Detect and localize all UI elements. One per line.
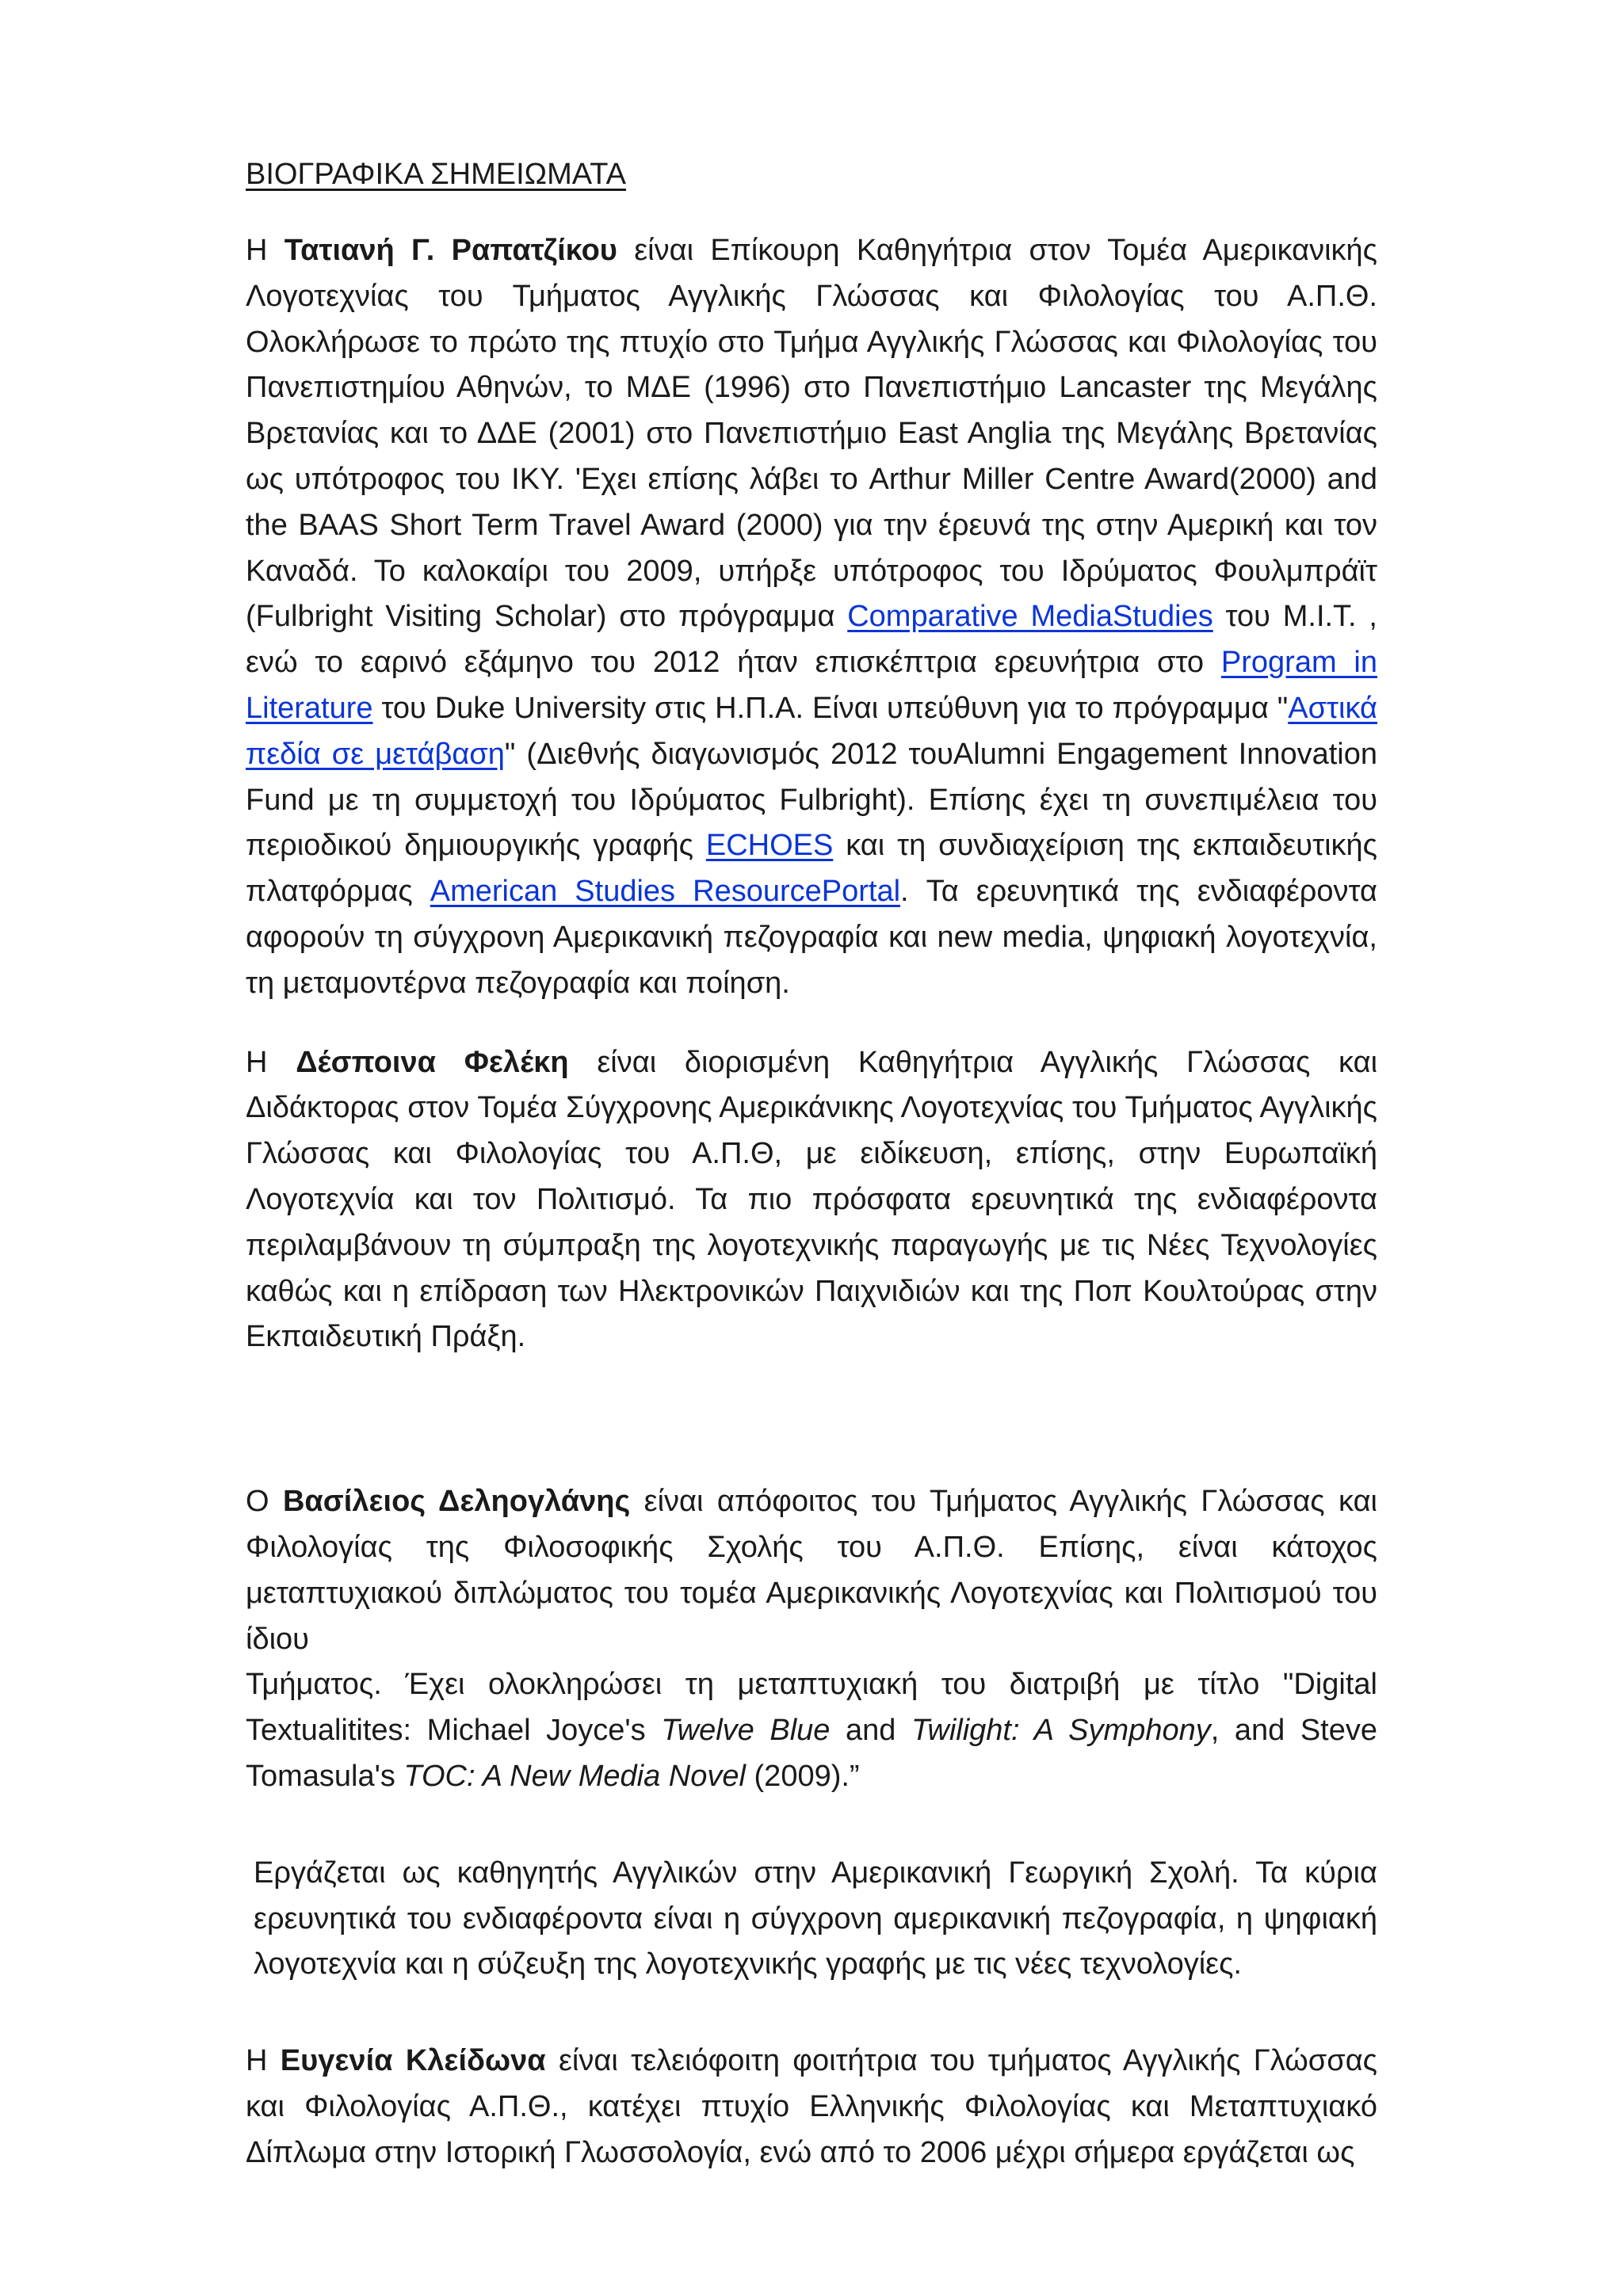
- bio-deliogklanis-work: Εργάζεται ως καθηγητής Αγγλικών στην Αμερικανική Γεωργική Σχολή. Τα κύρια ερευνητικά του ενδιαφέροντα είναι η σύγχρονη αμερικανική πεζογραφία, η ψηφιακή λογοτεχνία και η σύζευξη της λογοτεχνικής γραφής με τις νέες τεχνολογίες.: [254, 1855, 1377, 1981]
- bio-text: του M.I.T. , ενώ το εαρινό εξάμηνο του 2012 ήταν επισκέπτρια ερευνήτρια στο: [246, 600, 1377, 680]
- bio-text: του Duke University στις Η.Π.Α. Είναι υπεύθυνη για το πρόγραμμα ": [372, 691, 1289, 725]
- bio-prefix: Ο: [246, 1485, 283, 1519]
- bio-text: Τμήματος. Έχει ολοκληρώσει τη μεταπτυχιακή του διατριβή με τίτλο "Digital Textualitites: Michael Joyce's: [246, 1668, 1377, 1748]
- bio-text: " (Διεθνής διαγωνισμός 2012 τουAlumni Engagement Innovation Fund με τη συμμετοχή του Ιδρύματος Fulbright). Επίσης έχει τη συνεπιμέλεια του περιοδικού δημιουργικής γραφής: [246, 737, 1377, 863]
- work-title: TOC: A New Media Novel: [403, 1759, 746, 1793]
- bio-kleidona: [246, 2039, 1377, 2176]
- work-title: Twilight: A Symphony: [911, 1714, 1211, 1748]
- bio-feleki: [246, 1040, 1377, 1361]
- bio-text: και τη συνδιαχείριση της εκπαιδευτικής πλατφόρμας: [246, 829, 1377, 909]
- bio-name: Βασίλειος Δεληογλάνης: [282, 1485, 631, 1519]
- bio-text: είναι τελειόφοιτη φοιτήτρια του τμήματος Αγγλικής Γλώσσας και Φιλολογίας Α.Π.Θ., κατέχει πτυχίο Ελληνικής Φιλολογίας και Μεταπτυχιακό Δίπλωμα στην Ιστορική Γλωσσολογία, ενώ από το 2006 μέχρι σήμερα εργάζεται ως: [246, 2044, 1377, 2169]
- document-page: [246, 143, 1377, 2209]
- bio-text: είναι διορισμένη Καθηγήτρια Αγγλικής Γλώσσας και Διδάκτορας στον Τομέα Σύγχρονης Αμερικάνικης Λογοτεχνίας του Τμήματος Αγγλικής Γλώσσας και Φιλολογίας του Α.Π.Θ, με ειδίκευση, επίσης, στην Ευρωπαϊκή Λογοτεχνία και τον Πολιτισμό. Τα πιο πρόσφατα ερευνητικά της ενδιαφέροντα περιλαμβάνουν τη σύμπραξη της λογοτεχνικής παραγωγής με τις Νέες Τεχνολογίες καθώς και η επίδραση των Ηλεκτρονικών Παιχνιδιών και της Ποπ Κουλτούρας στην Εκπαιδευτική Πράξη.: [246, 1045, 1378, 1354]
- bio-text: . Τα ερευνητικά της ενδιαφέροντα αφορούν τη σύγχρονη Αμερικανική πεζογραφία και new media, ψηφιακή λογοτεχνία, τη μεταμοντέρνα πεζογραφία και ποίηση.: [246, 875, 1377, 1000]
- link-echoes[interactable]: ECHOES: [705, 829, 834, 863]
- link-american-studies-resource-portal[interactable]: American Studies ResourcePortal: [430, 875, 901, 909]
- bio-deliogklanis-thesis: [246, 1662, 1377, 1799]
- bio-name: Τατιανή Γ. Ραπατζίκου: [284, 234, 617, 267]
- bio-prefix: Η: [246, 2044, 281, 2078]
- bio-prefix: Η: [246, 1045, 296, 1079]
- bio-text: είναι Επίκουρη Καθηγήτρια στον Τομέα Αμερικανικής Λογοτεχνίας του Τμήματος Αγγλικής Γλώσσας και Φιλολογίας του Α.Π.Θ. Ολοκλήρωσε το πρώτο της πτυχίο στο Τμήμα Αγγλικής Γλώσσας και Φιλολογίας του Πανεπιστημίου Αθηνών, το ΜΔΕ (1996) στο Πανεπιστήμιο Lancaster της Μεγάλης Βρετανίας και το ΔΔΕ (2001) στο Πανεπιστήμιο East Anglia της Μεγάλης Βρετανίας ως υπότροφος του ΙΚΥ. 'Εχει επίσης λάβει το Arthur Miller Centre Award(2000) and the BAAS Short Term Travel Award (2000) για την έρευνά της στην Αμερική και τον Καναδά. Το καλοκαίρι του 2009, υπήρξε υπότροφος του Ιδρύματος Φουλμπράϊτ (Fulbright Visiting Scholar) στο πρόγραμμα: [246, 234, 1377, 634]
- bio-text: and: [830, 1714, 911, 1748]
- link-program-in-literature[interactable]: Program in Literature: [246, 646, 1378, 725]
- bio-deliogklanis: [246, 1479, 1377, 1662]
- bio-rapatzikou: [246, 228, 1377, 1007]
- bio-prefix: Η: [246, 234, 285, 267]
- document-heading: ΒΙΟΓΡΑΦΙΚΑ ΣΗΜΕΙΩΜΑΤΑ: [246, 158, 627, 191]
- bio-text: (2009).”: [745, 1759, 860, 1793]
- link-urban-fields-in-transition[interactable]: Αστικά πεδία σε μετάβαση: [246, 691, 1377, 771]
- bio-name: Ευγενία Κλείδωνα: [280, 2044, 546, 2078]
- link-comparative-media-studies[interactable]: Comparative MediaStudies: [847, 600, 1213, 634]
- bio-name: Δέσποινα Φελέκη: [296, 1045, 569, 1079]
- bio-text: είναι απόφοιτος του Τμήματος Αγγλικής Γλώσσας και Φιλολογίας της Φιλοσοφικής Σχολής του Α.Π.Θ. Επίσης, είναι κάτοχος μεταπτυχιακού διπλώματος του τομέα Αμερικανικής Λογοτεχνίας και Πολιτισμού του ίδιου: [246, 1485, 1377, 1656]
- work-title: Twelve Blue: [661, 1714, 831, 1748]
- bio-text: , and Steve Tomasula's: [246, 1714, 1377, 1793]
